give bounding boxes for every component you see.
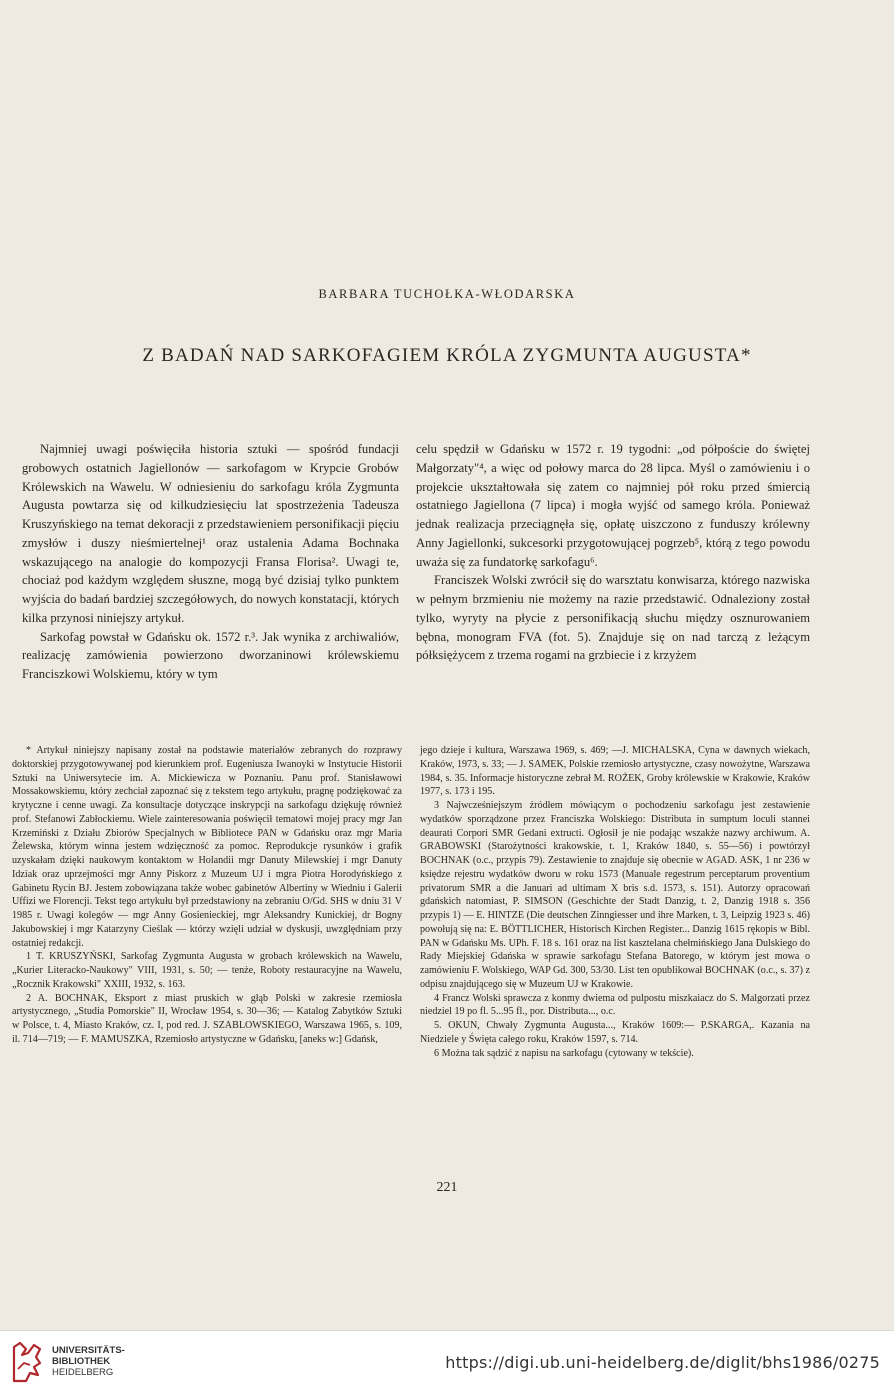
footnote: 4 Francz Wolski sprawcza z konmy dwiema od pulpostu miszkaiacz do S. Malgorzati przez niedziel 19 po fl. 5...95 fl., por. Distributa..., o.c. bbox=[420, 992, 810, 1018]
body-column-right bbox=[416, 440, 810, 665]
footnote: 1 T. KRUSZYŃSKI, Sarkofag Zygmunta Augusta w grobach królewskich na Wawelu, „Kurier Literacko-Naukowy" VIII, 1931, s. 50; — tenże, Roboty restauracyjne na Wawelu, „Rocznik Krakowski" XXIII, 1932, s. 163. bbox=[12, 951, 402, 990]
footnote: 3 Najwcześniejszym źródłem mówiącym o pochodzeniu sarkofagu jest zestawienie wydatków sporządzone przez Franciszka Wolskiego: Distributa in sumptum loculi stannei deaurati Corpori SMR Gedani extructi. Ogłosił je nie podając wszakże nazwy archiwum. A. GRABOWSKI (Starożytności krakowskie, t. 1, Kraków 1840, s. 55—56) i powtórzył BOCHNAK (o.c., przypis 79). Zestawienie to znajduje się obecnie w AGAD. ASK, 1 nr 236 w księdze rejestru wydatków dworu w roku 1573 (Manuale regestrum perceptarum proventium privatorum SMR a die Januari ad ultimam X bris s.d. 1573, s. 151). Autorzy opracowań gdańskich natomiast, P. SIMSON (Geschichte der Stadt Danzig, t. 2, Danzig 1918 s. 356 przypis 1) — E. HINTZE (Die deutschen Zinngiesser und ihre Marken, t. 3, Leipzig 1923 s. 46) powołują się na: E. BÖTTLICHER, Historisch Kirchen Register... Danzig 1615 rękopis w Bibl. PAN w Gdańsku Ms. UPh. F. 18 s. 161 oraz na list kasztelana chełmińskiego Jana Dulskiego do Rady Miejskiej Gdańska w sprawie sarkofagu Stefana Batorego, w którym jest mowa o zamówieniu F. Wolskiego, WAP Gd. 300, 53/30. List ten opublikował BOCHNAK (o.c., s. 37) z odpisu znajdującego się w Muzeum UJ w Krakowie. bbox=[420, 800, 810, 990]
body-paragraph: Najmniej uwagi poświęciła historia sztuki — spośród fundacji grobowych ostatnich Jagiellonów — sarkofagom w Krypcie Grobów Królewskich na Wawelu. W odniesieniu do sarkofagu króla Zygmunta Augusta powtarza się od kilkudziesięciu lat spostrzeżenia Tadeusza Kruszyńskiego na temat dekoracji z przedstawieniem personifikacji pięciu zmysłów i duszy nieśmiertelnej¹ oraz ustalenia Adama Bochnaka wskazującego na analogie do kompozycji Fransa Florisa². Uwagi te, chociaż pod każdym względem słuszne, mogą być dzisiaj tylko punktem wyjścia do badań bardziej szczegółowych, do nowych konstatacji, których kilka przynosi niniejszy artykuł. bbox=[22, 442, 399, 625]
footnotes-right bbox=[420, 744, 810, 1060]
body-column-left bbox=[22, 440, 399, 684]
footnote: 6 Można tak sądzić z napisu na sarkofagu (cytowany w tekście). bbox=[434, 1047, 694, 1059]
permalink-url[interactable]: https://digi.ub.uni-heidelberg.de/diglit/bhs1986/0275 bbox=[445, 1353, 880, 1372]
body-paragraph: Franciszek Wolski zwrócił się do warsztatu konwisarza, którego nazwiska w pełnym brzmieniu nie możemy na razie przedstawić. Odnaleziony został tylko, wyryty na płycie z personifikacją słuchu między osznurowaniem bębna, monogram FVA (fot. 5). Znajduje się on nad tarczą z leżącym półksiężycem z trzema rogami na grzbiecie i z krzyżem bbox=[416, 573, 810, 663]
body-paragraph: Sarkofag powstał w Gdańsku ok. 1572 r.³. Jak wynika z archiwaliów, realizację zamówienia powierzono dworzaninowi królewskiemu Franciszkowi Wolskiemu, który w tym bbox=[22, 629, 399, 681]
footnotes-left bbox=[12, 744, 402, 1047]
footnote: * Artykuł niniejszy napisany został na podstawie materiałów zebranych do rozprawy doktorskiej przygotowywanej pod kierunkiem prof. Eugeniusza Iwanoyki w Instytucie Historii Sztuki na Uniwersytecie im. A. Mickiewicza w Poznaniu. Panu prof. Stanisławowi Mossakowskiemu, który zechciał zapoznać się z tekstem tego artykułu, pragnę podziękować za krytyczne i cenne uwagi. Za konsultacje dotyczące inskrypcji na sarkofagu dziękuję również prof. Stefanowi Zabłockiemu. Wiele zainteresowania poświęcił tematowi mojej pracy mgr Jan Krzemiński z Działu Zbiorów Specjalnych w Bibliotece PAN w Gdańsku oraz mgr Maria Żelewska, którym winna jestem wdzięczność za pomoc. Reprodukcje rysunków i grafik uzyskałam dzięki naukowym kontaktom w Holandii mgr Danuty Milewskiej i mgr Danuty Idziak oraz uprzejmości mgr Anny Piskorz z Muzeum UJ i mgra Piotra Horodyńskiego z Gabinetu Rycin BJ. Jestem zobowiązana także wobec gabinetów Albertiny w Wiedniu i Galerii Uffizi we Florencji. Tekst tego artykułu był przedstawiony na zebraniu O/Gd. SHS w dniu 31 V 1985 r. Uwagi kolegów — mgr Anny Gosienieckiej, mgr Aleksandry Kunickiej, dr Bogny Jakubowskiej i mgr Katarzyny Cieślak — którzy wzięli udział w dyskusji, uwzględniam przy ostatniej redakcji. bbox=[12, 745, 402, 949]
library-line: HEIDELBERG bbox=[52, 1367, 114, 1378]
footnote: 2 A. BOCHNAK, Eksport z miast pruskich w głąb Polski w zakresie rzemiosła artystycznego, „Studia Pomorskie" II, Wrocław 1954, s. 30—36; — Katalog Zabytków Sztuki w Polsce, t. 4, Miasto Kraków, cz. I, pod red. J. SZABLOWSKIEGO, Warszawa 1965, s. 109, il. 714—719; — F. MAMUSZKA, Rzemiosło artystyczne w Gdańsku, [aneks w:] Gdańsk, bbox=[12, 992, 402, 1045]
article-author: BARBARA TUCHOŁKA-WŁODARSKA bbox=[318, 287, 576, 301]
heidelberg-lion-icon[interactable] bbox=[10, 1339, 44, 1385]
page-number: 221 bbox=[436, 1180, 458, 1195]
library-line: UNIVERSITÄTS- bbox=[52, 1345, 125, 1356]
article-title: Z BADAŃ NAD SARKOFAGIEM KRÓLA ZYGMUNTA AUGUSTA* bbox=[142, 345, 752, 366]
library-footer bbox=[0, 1330, 894, 1394]
library-line: BIBLIOTHEK bbox=[52, 1356, 111, 1367]
footnote: jego dzieje i kultura, Warszawa 1969, s. 469; —J. MICHALSKA, Cyna w dawnych wiekach, Kraków, 1973, s. 33; — J. SAMEK, Polskie rzemiosło artystyczne, czasy nowożytne, Warszawa 1984, s. 35. Informacje historyczne zebrał M. ROŻEK, Groby królewskie w Krakowie, Kraków 1977, s. 173 i 195. bbox=[420, 745, 810, 798]
footnote: 5. OKUN, Chwały Zygmunta Augusta..., Kraków 1609:— P.SKARGA,. Kazania na Niedziele y Święta całego roku, Kraków 1597, s. 714. bbox=[420, 1020, 810, 1045]
library-name bbox=[52, 1345, 125, 1378]
body-paragraph: celu spędził w Gdańsku w 1572 r. 19 tygodni: „od półpoście do świętej Małgorzaty"⁴, a więc od połowy marca do 28 lipca. Myśl o zamówieniu i o projekcie ukształtowała się zatem co najmniej pół roku przed śmiercią ostatniego Jagiellona (7 lipca) i mogła wyjść od samego króla. Ponieważ jednak realizacja przeciągnęła się, opłatę uiszczono z funduszy królewny Anny Jagiellonki, sukcesorki przygotowującej pogrzeb⁵, którą z tego powodu uważa się za fundatorkę sarkofagu⁶. bbox=[416, 442, 810, 569]
